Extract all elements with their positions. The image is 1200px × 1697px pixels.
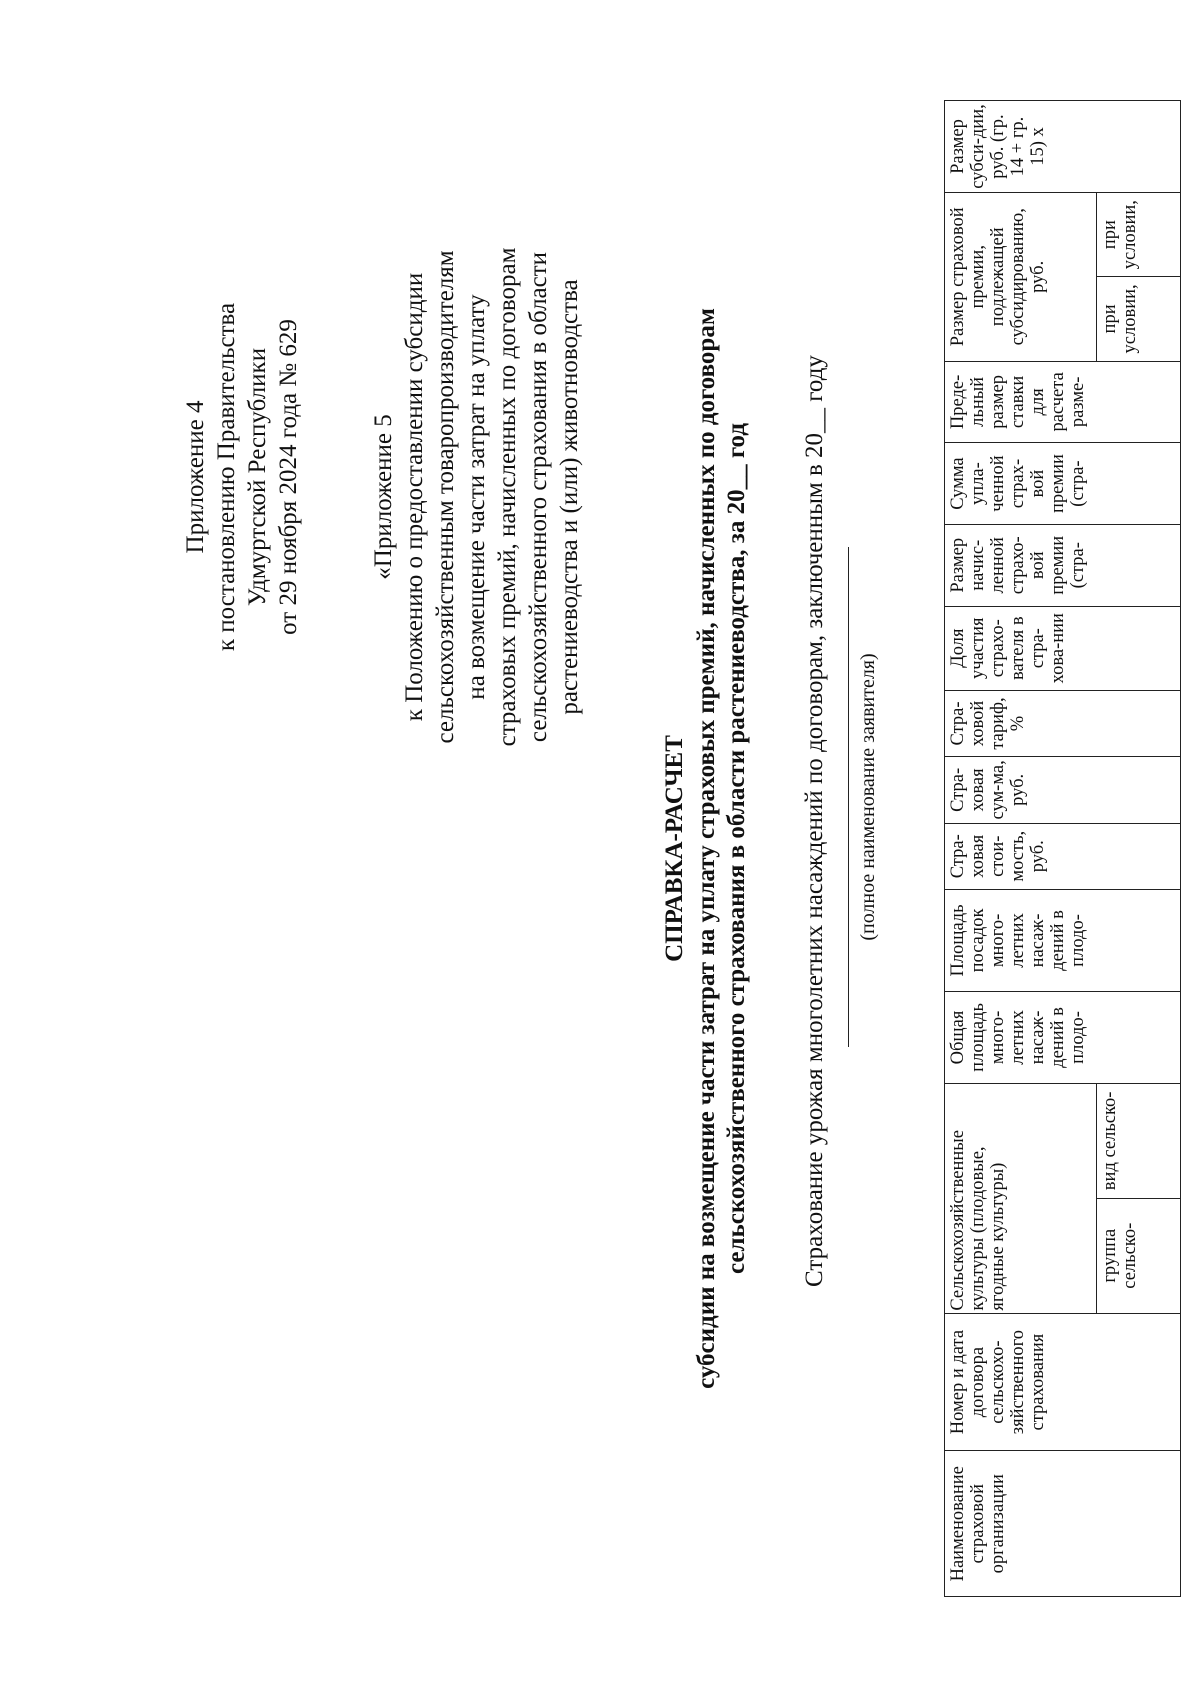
header-subsidized-b: при условии, [1097,193,1181,277]
subtitle-line-1: субсидии на возмещение части затрат на уплату страховых премий, начисленных по договорам [693,308,720,1389]
header-subsidized-a: при условии, [1097,277,1181,361]
appendix-5-line-5: страховых премий, начисленных по договорам [494,247,521,747]
document-title: СПРАВКА-РАСЧЕТ [661,735,688,962]
appendix-4-line-1: Приложение 4 [182,400,209,554]
header-premium: Размер начис-ленной страхо-вой премии (стра- [945,524,1181,606]
appendix-5-line-6: сельскохозяйственного страхования в области [525,251,552,743]
appendix-5-line-1: «Приложение 5 [370,414,397,580]
header-total-area: Общая площадь много-летних насаж-дений в плодо- [945,992,1181,1084]
appendix-5-header [368,197,585,797]
table-header-row [945,101,1097,1597]
header-paid-premium: Сумма упла-ченной страх-вой премии (стра- [945,443,1181,525]
appendix-5-line-7: растениеводства и (или) животноводства [556,279,583,715]
appendix-4-line-3: Удмуртской Республики [244,347,271,607]
header-crops-group: группа сельско- [1097,1198,1181,1313]
calculation-table [944,100,1181,1597]
header-subsidized-premium: Размер страховой премии, подлежащей субсидированию, руб. [945,193,1097,361]
appendix-4-header [180,267,304,687]
header-share: Доля участия страхо-вателя в стра-хова-нии [945,606,1181,690]
insurance-description: Страхование урожая многолетних насаждений по договорам, заключенным в 20__ году [801,355,828,1287]
header-planted-area: Площадь посадок много-летних насаж-дений в плодо- [945,889,1181,991]
header-insurance-value: Стра-ховая стои-мость, руб. [945,823,1181,889]
appendix-5-line-4: на возмещение части затрат на уплату [463,294,490,700]
header-max-rate: Преде-льный размер ставки для расчета разме- [945,361,1181,443]
appendix-4-line-4: от 29 ноября 2024 года № 629 [275,319,302,635]
header-crops: Сельскохозяйственные культуры (плодовые, ягодные культуры) [945,1083,1097,1313]
applicant-name-blank-line [848,547,849,1047]
appendix-5-line-2: к Положению о предоставлении субсидии [401,272,428,722]
appendix-4-line-2: к постановлению Правительства [213,302,240,652]
subtitle-line-2: сельскохозяйственного страхования в области растениеводства, за 20__ год [723,423,750,1274]
header-subsidy: Размер субси-дии, руб. (гр. 14 + гр. 15) х [945,101,1181,193]
header-insurer: Наименование страховой организации [945,1451,1181,1597]
applicant-name-caption: (полное наименование заявителя) [857,653,879,941]
header-insurance-sum: Стра-ховая сум-ма, руб. [945,757,1181,823]
header-crops-type: вид сельско- [1097,1083,1181,1198]
header-contract: Номер и дата договора сельскохо-зяйственного страхования [945,1313,1181,1451]
appendix-5-line-3: сельскохозяйственным товаропроизводителям [432,250,459,744]
header-tariff: Стра-ховой тариф, % [945,690,1181,756]
document-subtitle [692,0,752,1697]
